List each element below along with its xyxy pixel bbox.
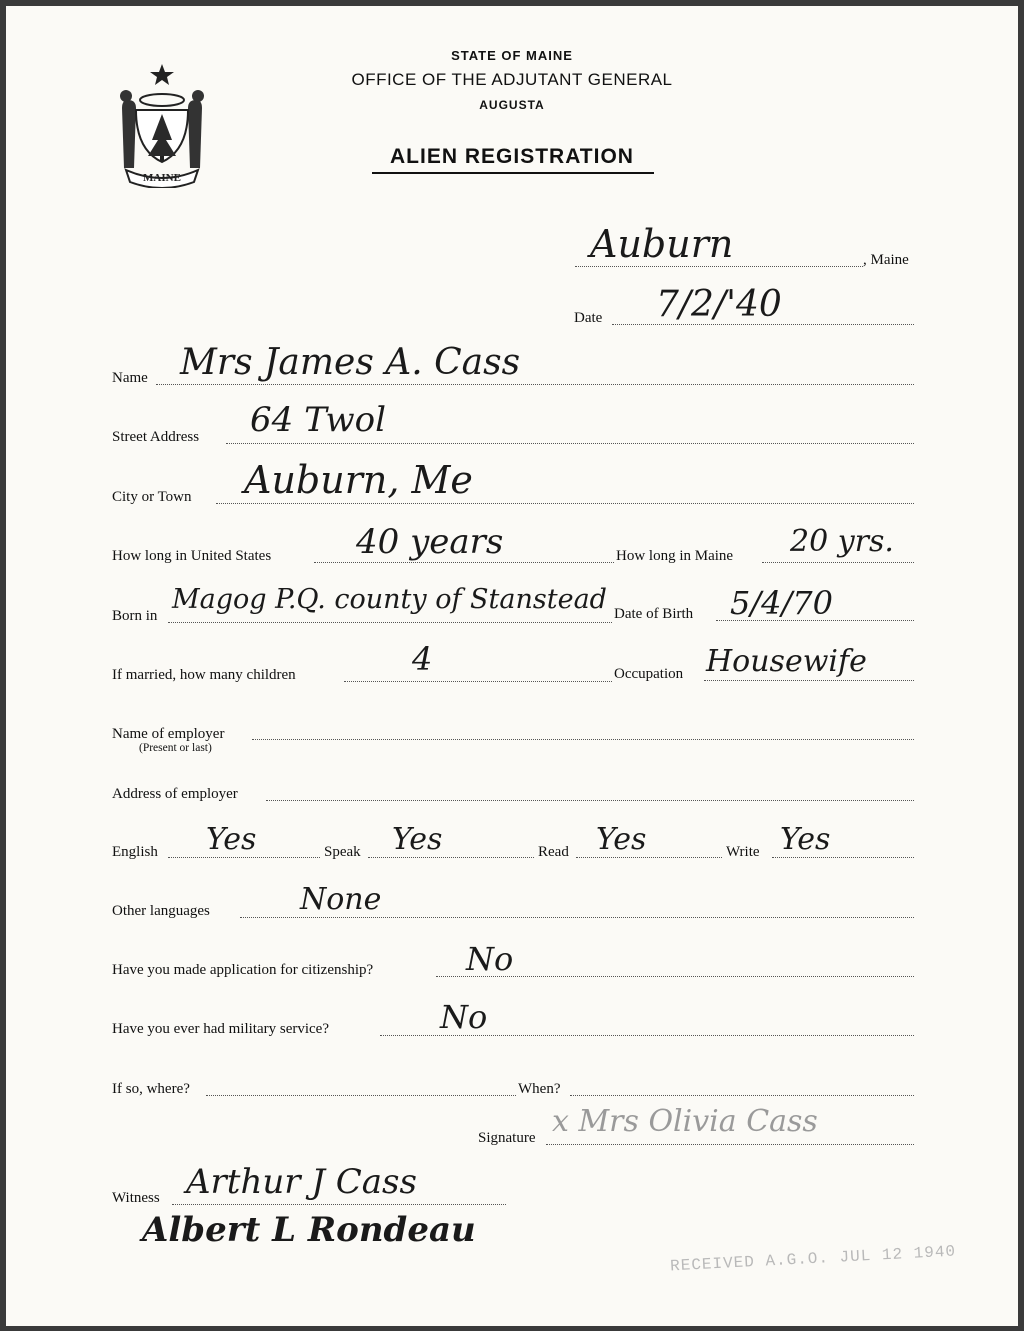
born-line — [168, 622, 612, 623]
employer-address-label: Address of employer — [112, 786, 238, 802]
town-value: Auburn — [590, 222, 734, 266]
employer-note: (Present or last) — [139, 742, 212, 754]
received-stamp: RECEIVED A.G.O. JUL 12 1940 — [669, 1242, 957, 1276]
occupation-value: Housewife — [706, 644, 867, 679]
read-line — [576, 857, 722, 858]
form-title: ALIEN REGISTRATION — [390, 145, 634, 168]
when-label: When? — [518, 1081, 561, 1097]
name-label: Name — [112, 370, 148, 386]
employer-line — [252, 739, 914, 740]
us-duration-line — [314, 562, 614, 563]
read-value: Yes — [596, 822, 647, 857]
maine-duration-line — [762, 562, 914, 563]
write-value: Yes — [780, 822, 831, 857]
street-label: Street Address — [112, 429, 200, 445]
street-value: 64 Twol — [250, 400, 386, 440]
seal-text: MAINE — [143, 172, 181, 184]
header-city: AUGUSTA — [479, 98, 545, 112]
city-value: Auburn, Me — [244, 458, 473, 502]
born-label: Born in — [112, 608, 158, 624]
citizenship-label: Have you made application for citizenship? — [112, 962, 374, 978]
town-line — [575, 266, 863, 267]
other-languages-value: None — [300, 882, 382, 917]
other-languages-line — [240, 917, 914, 918]
name-value: Mrs James A. Cass — [180, 342, 521, 383]
english-line — [168, 857, 320, 858]
military-value: No — [440, 998, 488, 1036]
speak-label: Speak — [324, 844, 361, 860]
header-state: STATE OF MAINE — [451, 48, 573, 63]
write-line — [772, 857, 914, 858]
children-value: 4 — [412, 640, 433, 678]
witness-signature-2: Albert L Rondeau — [142, 1210, 476, 1250]
occupation-line — [704, 680, 914, 681]
citizenship-value: No — [466, 940, 514, 978]
header-office: OFFICE OF THE ADJUTANT GENERAL — [351, 70, 673, 89]
speak-value: Yes — [392, 822, 443, 857]
military-label: Have you ever had military service? — [112, 1021, 329, 1037]
street-line — [226, 443, 914, 444]
dob-value: 5/4/70 — [730, 584, 833, 622]
children-line — [344, 681, 612, 682]
maine-label: , Maine — [863, 252, 909, 268]
children-label: If married, how many children — [112, 667, 296, 683]
witness-label: Witness — [112, 1190, 160, 1206]
signature-label: Signature — [478, 1130, 536, 1146]
title-underline — [372, 172, 654, 174]
where-line — [206, 1095, 516, 1096]
date-value: 7/2/'40 — [656, 284, 782, 325]
maine-duration-value: 20 yrs. — [790, 524, 894, 559]
write-label: Write — [726, 844, 760, 860]
employer-address-line — [266, 800, 914, 801]
read-label: Read — [538, 844, 569, 860]
dob-label: Date of Birth — [614, 606, 694, 622]
witness-signature-1: Arthur J Cass — [186, 1162, 417, 1202]
signature-value: x Mrs Olivia Cass — [552, 1104, 818, 1139]
city-label: City or Town — [112, 489, 192, 505]
signature-line — [546, 1144, 914, 1145]
date-label: Date — [574, 310, 603, 326]
where-label: If so, where? — [112, 1081, 190, 1097]
name-line — [156, 384, 914, 385]
us-duration-label: How long in United States — [112, 548, 272, 564]
occupation-label: Occupation — [614, 666, 684, 682]
us-duration-value: 40 years — [356, 522, 504, 562]
english-value: Yes — [206, 822, 257, 857]
born-value: Magog P.Q. county of Stanstead — [172, 584, 607, 615]
speak-line — [368, 857, 534, 858]
witness-line — [172, 1204, 506, 1205]
other-languages-label: Other languages — [112, 903, 210, 919]
employer-label: Name of employer — [112, 726, 225, 742]
city-line — [216, 503, 914, 504]
english-label: English — [112, 844, 158, 860]
when-line — [570, 1095, 914, 1096]
maine-duration-label: How long in Maine — [616, 548, 734, 564]
